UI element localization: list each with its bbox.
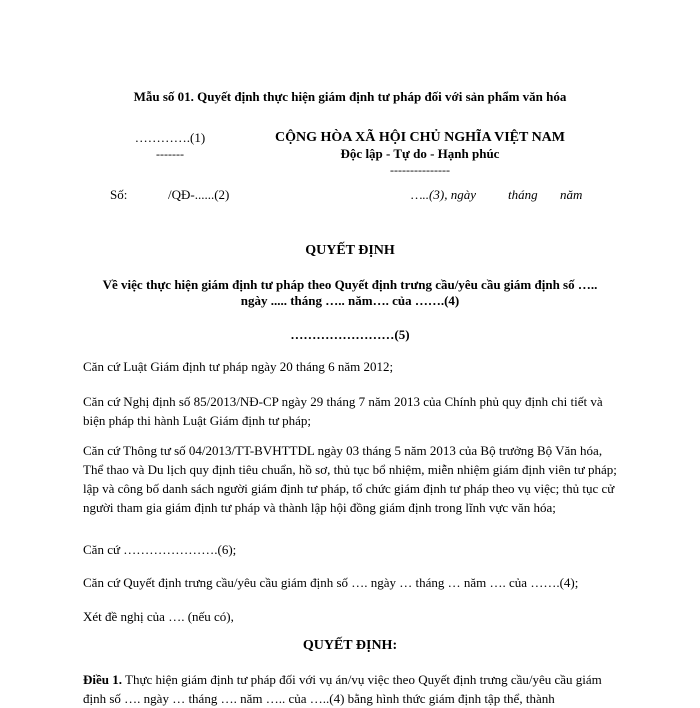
basis-6: Xét đề nghị của …. (nếu có), bbox=[83, 609, 234, 624]
subject-line-1: Về việc thực hiện giám định tư pháp theo Quyết định trưng cầu/yêu cầu giám định số ….. bbox=[102, 277, 598, 292]
basis-3: Căn cứ Thông tư số 04/2013/TT-BVHTTDL ngày 03 tháng 5 năm 2013 của Bộ trưởng Bộ Văn hóa, Thể thao và Du lịch quy định tiêu chuẩn, hồ sơ, thủ tục bổ nhiệm, miễn nhiệm giám định viên tư pháp; lập và công bố danh sách người giám định tư pháp, tổ chức giám định tư pháp theo vụ việc; thủ tục cử người tham gia giám định tư pháp và thành lập hội đồng giám định trong lĩnh vực văn hóa; bbox=[83, 443, 617, 515]
motto-underline: --------------- bbox=[390, 163, 450, 177]
form-title: Mẫu số 01. Quyết định thực hiện giám định tư pháp đối với sản phẩm văn hóa bbox=[133, 89, 567, 104]
month-label: tháng bbox=[508, 187, 538, 202]
number-code: /QĐ-......(2) bbox=[168, 187, 230, 202]
place-date: …..(3), ngày bbox=[411, 187, 476, 202]
country-name: CỘNG HÒA XÃ HỘI CHỦ NGHĨA VIỆT NAM bbox=[274, 130, 565, 145]
issuer-placeholder: ……………………(5) bbox=[290, 327, 410, 342]
subject-line-2: ngày ..... tháng ….. năm…. của …….(4) bbox=[240, 293, 460, 308]
article-1-text: Thực hiện giám định tư pháp đối với vụ án/vụ việc theo Quyết định trưng cầu/yêu cầu giám định số …. ngày … tháng …. năm ….. của …..(4) bằng hình thức giám định tập thể, thành bbox=[83, 672, 602, 706]
basis-5: Căn cứ Quyết định trưng cầu/yêu cầu giám định số …. ngày … tháng … năm …. của …….(4); bbox=[83, 575, 579, 590]
national-motto: Độc lập - Tự do - Hạnh phúc bbox=[340, 146, 500, 161]
basis-2: Căn cứ Nghị định số 85/2013/NĐ-CP ngày 29 tháng 7 năm 2013 của Chính phủ quy định chi tiết và biện pháp thi hành Luật Giám định tư pháp; bbox=[83, 394, 603, 428]
basis-4: Căn cứ ………………….(6); bbox=[83, 542, 237, 557]
basis-1: Căn cứ Luật Giám định tư pháp ngày 20 tháng 6 năm 2012; bbox=[83, 359, 394, 374]
article-1-label: Điều 1. bbox=[83, 672, 122, 687]
decision-title: QUYẾT ĐỊNH bbox=[305, 243, 395, 258]
year-label: năm bbox=[560, 187, 583, 202]
agency-underline: ------- bbox=[156, 147, 184, 161]
article-1 bbox=[83, 670, 623, 708]
decides-title: QUYẾT ĐỊNH: bbox=[302, 638, 398, 653]
number-label: Số: bbox=[110, 187, 128, 202]
agency-placeholder: ………….(1) bbox=[134, 130, 206, 145]
